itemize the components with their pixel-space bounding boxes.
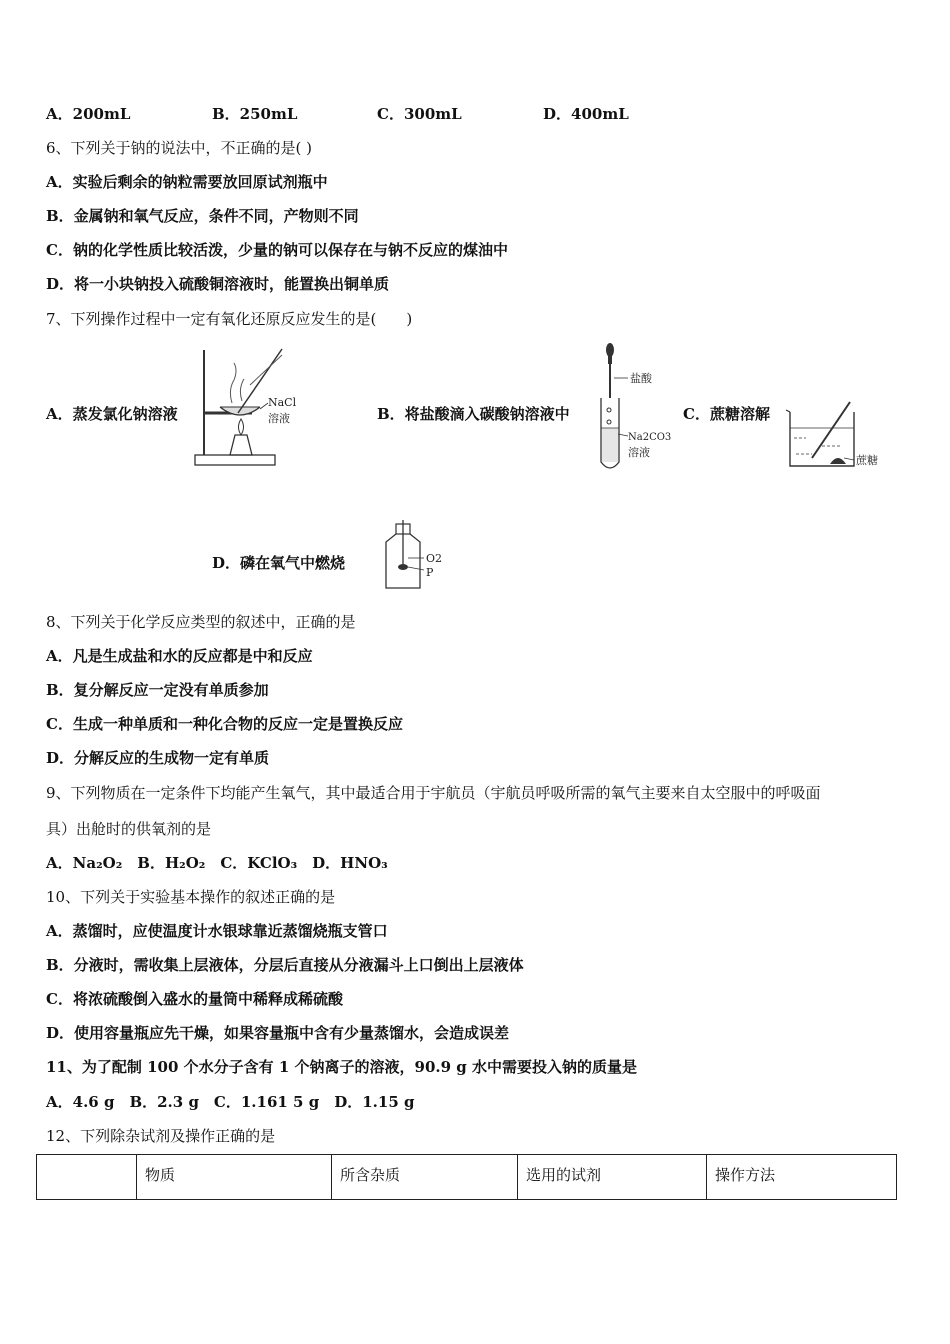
q7-option-a: A．蒸发氯化钠溶液: [46, 405, 178, 423]
fig-b-label-solution: 溶液: [628, 446, 650, 459]
q11-stem: 11、为了配制 100 个水分子含有 1 个钠离子的溶液，90.9 g 水中需要投入钠的质量是: [46, 1058, 637, 1076]
q10-stem: 10、下列关于实验基本操作的叙述正确的是: [46, 888, 336, 906]
q12-stem: 12、下列除杂试剂及操作正确的是: [46, 1127, 276, 1145]
q8-option-c: C．生成一种单质和一种化合物的反应一定是置换反应: [46, 715, 403, 733]
q9-stem-line2: 具）出舱时的供氧剂的是: [46, 820, 212, 838]
fig-c-label-sucrose: 蔗糖: [856, 454, 878, 467]
table-header-row: [37, 1155, 897, 1200]
fig-d-label-o2: O2: [426, 552, 443, 565]
q10-option-b: B．分液时，需收集上层液体，分层后直接从分液漏斗上口倒出上层液体: [46, 956, 524, 974]
q5-option-d: D．400mL: [543, 105, 629, 123]
q5-option-b: B．250mL: [212, 105, 298, 123]
q9-stem-line1: 9、下列物质在一定条件下均能产生氧气，其中最适合用于宇航员（宇航员呼吸所需的氧气主要来自太空服中的呼吸面: [46, 784, 821, 802]
fig-a-label-solution: 溶液: [268, 412, 290, 425]
q5-option-a: A．200mL: [46, 105, 131, 123]
q6-option-a: A．实验后剩余的钠粒需要放回原试剂瓶中: [46, 173, 328, 191]
table-header-cell: 操作方法: [707, 1155, 897, 1200]
q10-option-c: C．将浓硫酸倒入盛水的量筒中稀释成稀硫酸: [46, 990, 343, 1008]
table-header-cell: 物质: [137, 1155, 332, 1200]
q10-option-d: D．使用容量瓶应先干燥，如果容量瓶中含有少量蒸馏水，会造成误差: [46, 1024, 510, 1042]
evaporation-apparatus-figure: [190, 345, 310, 473]
q11-options: A．4.6 g B．2.3 g C．1.161 5 g D．1.15 g: [46, 1093, 415, 1111]
q7-option-b: B．将盐酸滴入碳酸钠溶液中: [377, 405, 570, 423]
q7-stem: 7、下列操作过程中一定有氧化还原反应发生的是( ): [46, 310, 413, 328]
q8-option-a: A．凡是生成盐和水的反应都是中和反应: [46, 647, 313, 665]
q6-option-d: D．将一小块钠投入硫酸铜溶液时，能置换出铜单质: [46, 275, 390, 293]
q10-option-a: A．蒸馏时，应使温度计水银球靠近蒸馏烧瓶支管口: [46, 922, 388, 940]
q12-table: [36, 1154, 897, 1200]
gas-bottle-combustion-figure: [380, 520, 455, 595]
q8-stem: 8、下列关于化学反应类型的叙述中，正确的是: [46, 613, 356, 631]
fig-b-label-hcl: 盐酸: [630, 372, 652, 385]
fig-d-label-p: P: [426, 566, 434, 579]
beaker-dissolving-figure: [782, 398, 892, 473]
table-header-cell: 所含杂质: [332, 1155, 518, 1200]
q8-option-d: D．分解反应的生成物一定有单质: [46, 749, 270, 767]
test-tube-dropper-figure: [596, 340, 676, 475]
q6-stem: 6、下列关于钠的说法中，不正确的是( ): [46, 139, 313, 157]
fig-a-label-nacl: NaCl: [268, 396, 297, 409]
q9-options: A．Na₂O₂ B．H₂O₂ C．KClO₃ D．HNO₃: [46, 854, 388, 872]
q6-option-c: C．钠的化学性质比较活泼，少量的钠可以保存在与钠不反应的煤油中: [46, 241, 508, 259]
table-header-cell: [37, 1155, 137, 1200]
q5-option-c: C．300mL: [377, 105, 462, 123]
q6-option-b: B．金属钠和氧气反应，条件不同，产物则不同: [46, 207, 359, 225]
q7-option-d: D．磷在氧气中燃烧: [212, 554, 346, 572]
table-header-cell: 选用的试剂: [518, 1155, 707, 1200]
q7-option-c: C．蔗糖溶解: [683, 405, 770, 423]
fig-b-label-na2co3: Na2CO3: [628, 432, 672, 443]
q8-option-b: B．复分解反应一定没有单质参加: [46, 681, 269, 699]
